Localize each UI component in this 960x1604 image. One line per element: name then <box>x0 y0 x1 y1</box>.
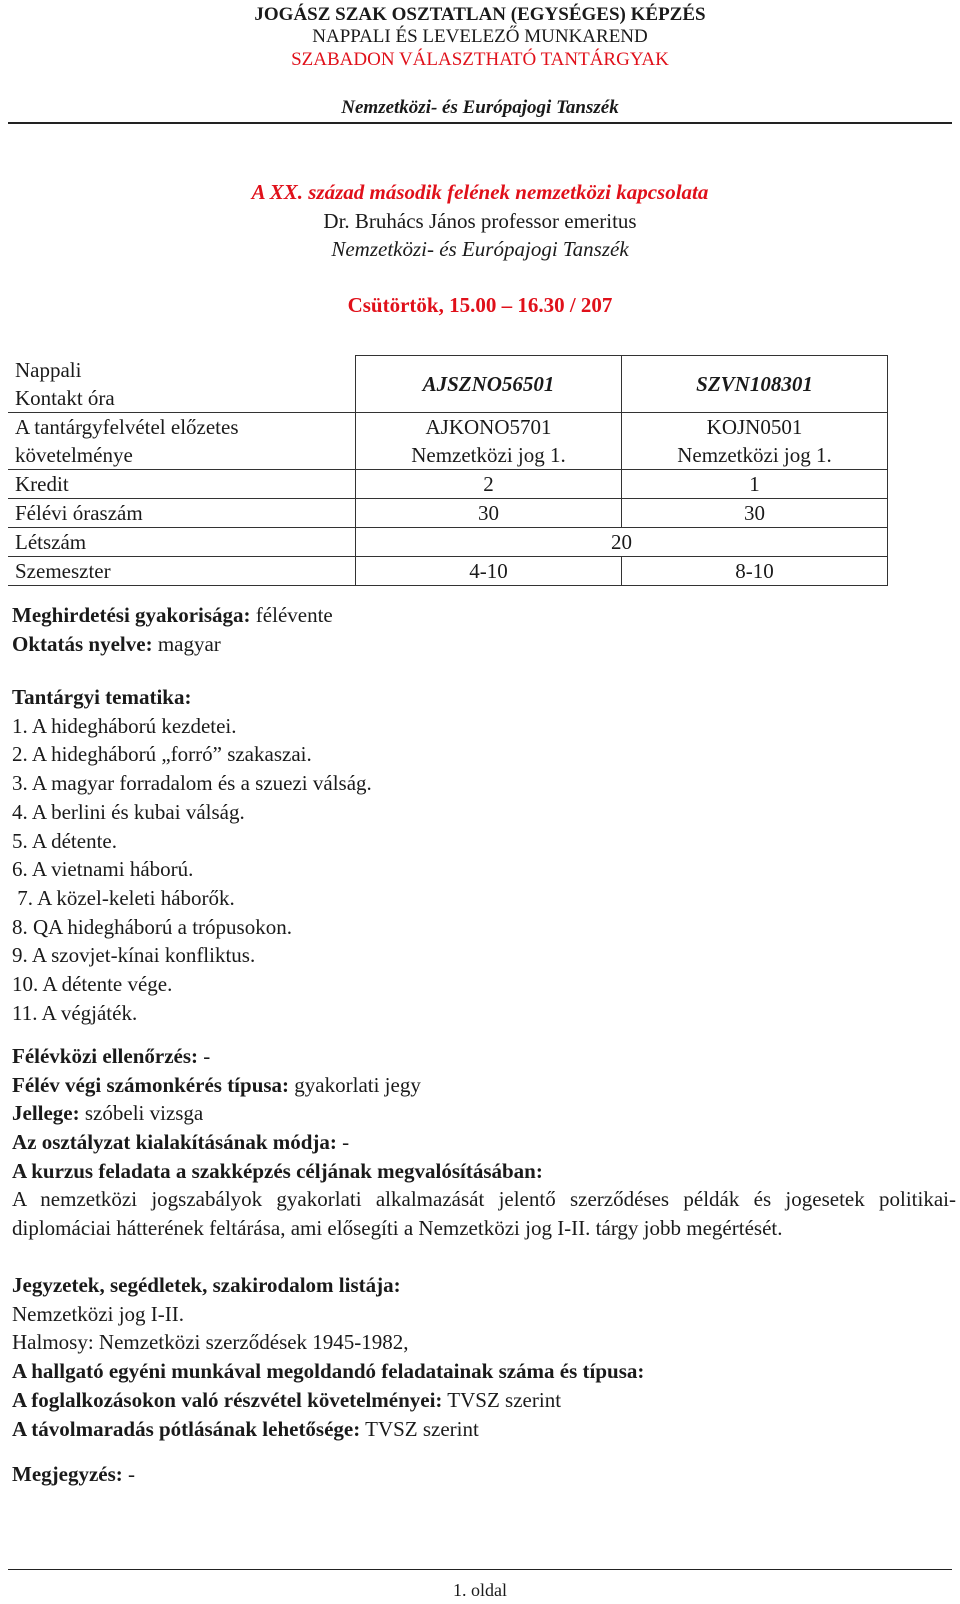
row-label-oraszam: Félévi óraszám <box>8 498 356 527</box>
table-cell-label <box>8 412 356 469</box>
list-item: 1. A hidegháború kezdetei. <box>12 713 237 738</box>
attendance-value: TVSZ szerint <box>442 1387 562 1412</box>
code-cell-2: SZVN108301 <box>622 356 888 413</box>
final-line <box>12 1071 543 1100</box>
oraszam-cell-2: 30 <box>622 498 888 527</box>
header-rule <box>8 122 952 124</box>
note-value: - <box>122 1462 136 1486</box>
course-schedule: Csütörtök, 15.00 – 16.30 / 207 <box>347 293 613 317</box>
header-line-2: NAPPALI ÉS LEVELEZŐ MUNKAREND <box>312 26 648 47</box>
language-value: magyar <box>152 631 221 656</box>
table-row <box>8 556 888 585</box>
list-item: 5. A détente. <box>12 828 117 853</box>
list-item: 6. A vietnami háború. <box>12 857 194 882</box>
szemeszter-cell-1: 4-10 <box>356 556 622 585</box>
table-row <box>8 412 888 469</box>
course-department: Nemzetközi- és Európajogi Tanszék <box>331 237 629 261</box>
frequency-label: Meghirdetési gyakorisága: <box>12 603 251 627</box>
midterm-label: Félévközi ellenőrzés: <box>12 1044 199 1068</box>
grading-line <box>12 1128 543 1157</box>
row-label-nappali: Nappali <box>15 357 82 382</box>
literature-item: Halmosy: Nemzetközi szerződések 1945-1982, <box>12 1330 409 1355</box>
note-label: Megjegyzés: <box>12 1462 123 1486</box>
note-block <box>12 1460 135 1489</box>
assessment-block-a <box>12 1042 543 1186</box>
nature-label: Jellege: <box>12 1101 80 1126</box>
midterm-value: - <box>198 1044 211 1068</box>
table-row <box>8 356 888 413</box>
footer-rule <box>8 1569 952 1570</box>
list-item: 11. A végjáték. <box>12 1000 138 1025</box>
task-label: A kurzus feladata a szakképzés céljának megvalósításában: <box>12 1158 543 1183</box>
table-row <box>8 527 888 556</box>
letszam-cell: 20 <box>356 527 888 556</box>
table-row <box>8 498 888 527</box>
kredit-cell-2: 1 <box>622 469 888 498</box>
makeup-value: TVSZ szerint <box>360 1416 479 1441</box>
szemeszter-cell-2: 8-10 <box>622 556 888 585</box>
row-label-letszam: Létszám <box>8 527 356 556</box>
row-label-szemeszter: Szemeszter <box>8 556 356 585</box>
row-label-kontakt: Kontakt óra <box>15 385 115 410</box>
grading-value: - <box>336 1130 350 1155</box>
language-line <box>12 630 333 659</box>
table-row <box>8 469 888 498</box>
row-label-kredit: Kredit <box>8 469 356 498</box>
kredit-cell-1: 2 <box>356 469 622 498</box>
list-item: 8. QA hidegháború a trópusokon. <box>12 914 292 939</box>
course-info-table <box>8 355 888 586</box>
literature-item: Nemzetközi jog I-II. <box>12 1301 185 1326</box>
note-line <box>12 1460 135 1489</box>
midterm-line <box>12 1042 543 1071</box>
frequency-line <box>12 601 333 630</box>
literature-label: Jegyzetek, segédletek, szakirodalom listája: <box>12 1273 401 1297</box>
prereq-2-name: Nemzetközi jog 1. <box>677 442 832 467</box>
code-cell-1: AJSZNO56501 <box>356 356 622 413</box>
row-label-prereq-a: A tantárgyfelvétel előzetes <box>15 414 239 439</box>
makeup-line <box>12 1415 644 1444</box>
task-text: A nemzetközi jogszabályok gyakorlati alkalmazását jelentő szerződéses példák és jogesetek politikai-diplomáciai hátterének feltárása, ami elősegíti a Nemzetközi jog I-II. tárgy jobb megértését. <box>12 1187 956 1240</box>
course-lecturer: Dr. Bruhács János professor emeritus <box>323 209 637 233</box>
prereq-cell-2 <box>622 412 888 469</box>
list-item: 4. A berlini és kubai válság. <box>12 799 245 824</box>
header-line-3: SZABADON VÁLASZTHATÓ TANTÁRGYAK <box>291 49 669 70</box>
final-label: Félév végi számonkérés típusa: <box>12 1072 290 1097</box>
assessment-block-b <box>12 1271 644 1443</box>
meta-block <box>12 601 333 658</box>
list-item: 7. A közel-keleti háborők. <box>12 885 235 910</box>
list-item: 3. A magyar forradalom és a szuezi válság. <box>12 771 372 796</box>
individual-tasks-label: A hallgató egyéni munkával megoldandó feladatainak száma és típusa: <box>12 1359 645 1384</box>
prereq-cell-1 <box>356 412 622 469</box>
frequency-value: félévente <box>250 603 333 627</box>
prereq-1-name: Nemzetközi jog 1. <box>411 442 566 467</box>
topics-block <box>12 683 372 1027</box>
page-number: 1. oldal <box>453 1580 507 1600</box>
nature-line <box>12 1099 543 1128</box>
list-item: 9. A szovjet-kínai konfliktus. <box>12 943 256 968</box>
table-cell-label <box>8 356 356 413</box>
course-title: A XX. század második felének nemzetközi kapcsolata <box>251 180 709 204</box>
nature-value: szóbeli vizsga <box>79 1101 204 1126</box>
attendance-line <box>12 1386 644 1415</box>
prereq-2-code: KOJN0501 <box>706 414 803 439</box>
oraszam-cell-1: 30 <box>356 498 622 527</box>
list-item: 10. A détente vége. <box>12 972 173 997</box>
row-label-prereq-b: követelménye <box>15 442 133 467</box>
final-value: gyakorlati jegy <box>289 1072 421 1097</box>
list-item: 2. A hidegháború „forró” szakaszai. <box>12 742 312 767</box>
header-line-1: JOGÁSZ SZAK OSZTATLAN (EGYSÉGES) KÉPZÉS <box>254 4 706 25</box>
makeup-label: A távolmaradás pótlásának lehetősége: <box>12 1416 361 1441</box>
prereq-1-code: AJKONO5701 <box>425 414 552 439</box>
language-label: Oktatás nyelve: <box>12 631 153 656</box>
grading-label: Az osztályzat kialakításának módja: <box>12 1130 337 1155</box>
topics-heading: Tantárgyi tematika: <box>12 685 192 709</box>
attendance-label: A foglalkozásokon való részvétel követelményei: <box>12 1387 443 1412</box>
header-department: Nemzetközi- és Európajogi Tanszék <box>341 97 619 118</box>
